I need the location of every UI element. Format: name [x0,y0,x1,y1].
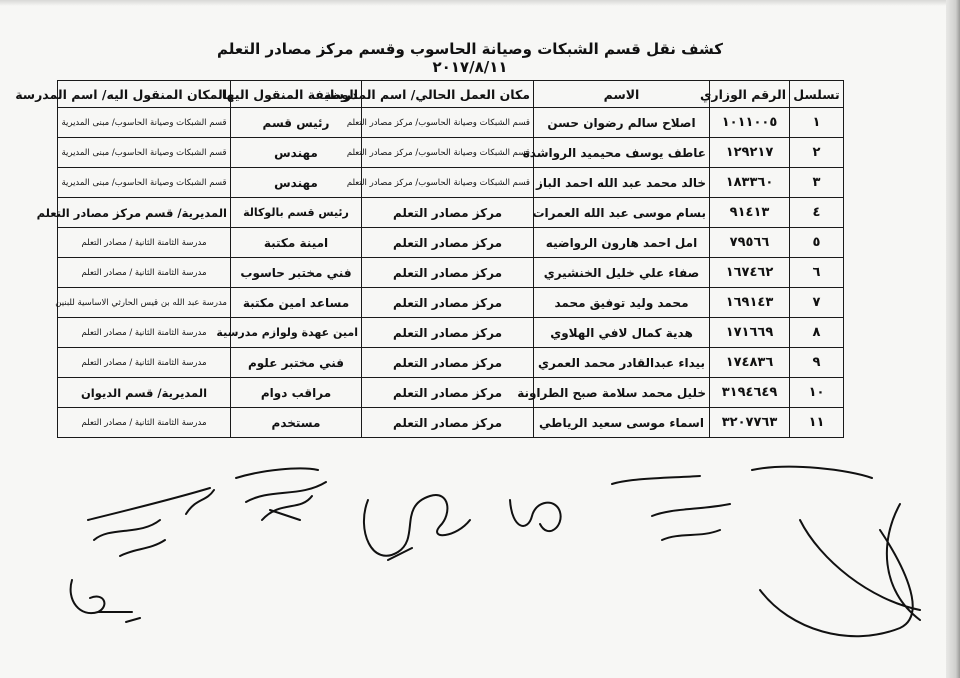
cell-job: مساعد امين مكتبة [231,288,362,318]
cell-ministry-id: ١٦٧٤٦٢ [710,258,790,288]
cell-serial: ١٠ [790,378,844,408]
cell-current-place: مركز مصادر التعلم [362,408,534,438]
signature-2 [88,488,214,556]
cell-current-place: مركز مصادر التعلم [362,348,534,378]
cell-current-place: مركز مصادر التعلم [362,318,534,348]
cell-current-place: مركز مصادر التعلم [362,378,534,408]
cell-destination: مدرسة عبد الله بن قيس الحارثي الاساسية للبنين [58,288,231,318]
signature-7 [752,467,920,637]
cell-destination: مدرسة الثامنة الثانية / مصادر التعلم [58,348,231,378]
cell-current-place: مركز مصادر التعلم [362,198,534,228]
cell-destination: مدرسة الثامنة الثانية / مصادر التعلم [58,408,231,438]
cell-name: هدية كمال لافي الهلاوي [534,318,710,348]
table-row [58,258,844,288]
cell-serial: ٩ [790,348,844,378]
header-job: الوظيفة المنقول اليها [231,81,362,108]
cell-ministry-id: ٣٢٠٧٧٦٣ [710,408,790,438]
cell-serial: ١١ [790,408,844,438]
header-destination: المكان المنقول اليه/ اسم المدرسة [58,81,231,108]
cell-current-place: قسم الشبكات وصيانة الحاسوب/ مركز مصادر التعلم [362,138,534,168]
cell-name: محمد وليد توفيق محمد [534,288,710,318]
signature-1 [71,580,140,622]
header-current-place: مكان العمل الحالي/ اسم المدرسة [362,81,534,108]
header-name: الاسم [534,81,710,108]
cell-name: بيداء عبدالقادر محمد العمري [534,348,710,378]
cell-job: مهندس [231,168,362,198]
cell-job: امينة مكتبة [231,228,362,258]
cell-ministry-id: ١٠١١٠٠٥ [710,108,790,138]
cell-destination: قسم الشبكات وصيانة الحاسوب/ مبنى المديرية [58,138,231,168]
cell-ministry-id: ١٧٤٨٣٦ [710,348,790,378]
cell-serial: ٤ [790,198,844,228]
signature-3 [236,468,326,520]
cell-name: امل احمد هارون الرواضيه [534,228,710,258]
table-row [58,408,844,438]
table-row [58,168,844,198]
cell-job: فني مختبر حاسوب [231,258,362,288]
cell-ministry-id: ١٦٩١٤٣ [710,288,790,318]
cell-ministry-id: ١٢٩٢١٧ [710,138,790,168]
cell-name: اسماء موسى سعيد الرياطي [534,408,710,438]
cell-serial: ٥ [790,228,844,258]
cell-destination: قسم الشبكات وصيانة الحاسوب/ مبنى المديرية [58,108,231,138]
cell-job: مهندس [231,138,362,168]
table-row [58,198,844,228]
cell-ministry-id: ٧٩٥٦٦ [710,228,790,258]
cell-destination: قسم الشبكات وصيانة الحاسوب/ مبنى المديرية [58,168,231,198]
cell-job: مستخدم [231,408,362,438]
table-row [58,228,844,258]
cell-serial: ٨ [790,318,844,348]
cell-current-place: مركز مصادر التعلم [362,258,534,288]
cell-name: خليل محمد سلامة صبح الطراونة [534,378,710,408]
cell-serial: ٢ [790,138,844,168]
table-row [58,288,844,318]
cell-serial: ٦ [790,258,844,288]
cell-serial: ٣ [790,168,844,198]
header-ministry-id: الرقم الوزاري [710,81,790,108]
cell-ministry-id: ١٨٣٣٦٠ [710,168,790,198]
table-row [58,348,844,378]
document-title: كشف نقل قسم الشبكات وصيانة الحاسوب وقسم مركز مصادر التعلم ٢٠١٧/٨/١١ [217,40,723,76]
table-row [58,108,844,138]
scan-edge-top [0,0,960,6]
signature-4 [364,495,470,560]
cell-ministry-id: ١٧١٦٦٩ [710,318,790,348]
cell-name: اصلاح سالم رضوان حسن [534,108,710,138]
cell-name: بسام موسى عبد الله العمرات [534,198,710,228]
table-row [58,318,844,348]
cell-job: رئيس قسم [231,108,362,138]
cell-destination: المديرية/ قسم مركز مصادر التعلم [58,198,231,228]
cell-current-place: مركز مصادر التعلم [362,288,534,318]
cell-current-place: مركز مصادر التعلم [362,228,534,258]
transfer-table [15,80,844,438]
table-row [58,378,844,408]
cell-name: صفاء علي خليل الخنشيري [534,258,710,288]
cell-job: فني مختبر علوم [231,348,362,378]
cell-serial: ٧ [790,288,844,318]
cell-destination: مدرسة الثامنة الثانية / مصادر التعلم [58,258,231,288]
cell-job: مراقب دوام [231,378,362,408]
cell-ministry-id: ٩١٤١٣ [710,198,790,228]
signature-6 [612,476,730,540]
table-header-row [58,81,844,108]
cell-destination: مدرسة الثامنة الثانية / مصادر التعلم [58,228,231,258]
cell-serial: ١ [790,108,844,138]
cell-current-place: قسم الشبكات وصيانة الحاسوب/ مركز مصادر التعلم [362,168,534,198]
cell-ministry-id: ٣١٩٤٦٤٩ [710,378,790,408]
cell-destination: مدرسة الثامنة الثانية / مصادر التعلم [58,318,231,348]
cell-destination: المديرية/ قسم الديوان [58,378,231,408]
cell-job: رئيس قسم بالوكالة [231,198,362,228]
signature-5 [510,500,561,531]
cell-name: عاطف يوسف محيميد الرواشدة [534,138,710,168]
table-row [58,138,844,168]
scan-edge-right [946,0,960,678]
header-serial: تسلسل [790,81,844,108]
cell-job: امين عهدة ولوازم مدرسية [231,318,362,348]
cell-current-place: قسم الشبكات وصيانة الحاسوب/ مركز مصادر التعلم [362,108,534,138]
cell-name: خالد محمد عبد الله احمد الباز [534,168,710,198]
